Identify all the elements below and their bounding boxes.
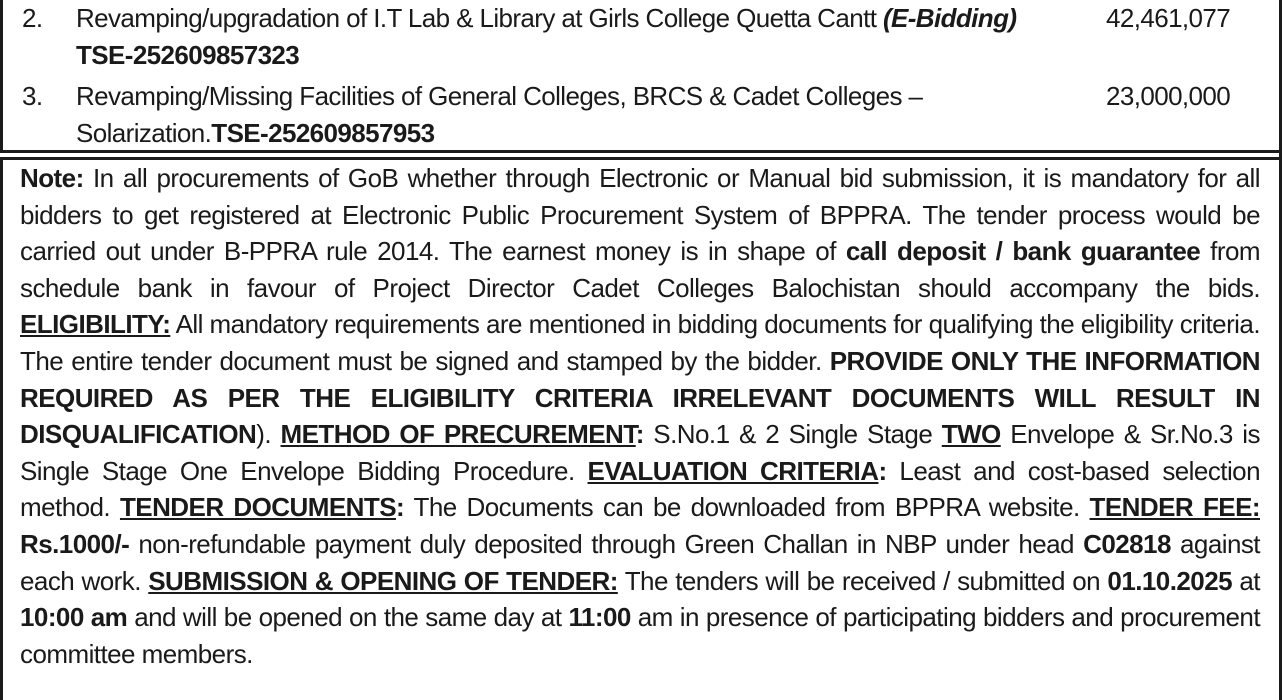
item-description-cont: Solarization.TSE-252609857953 <box>76 118 435 148</box>
evaluation-heading: EVALUATION CRITERIA <box>587 455 879 486</box>
note-label: Note: <box>20 163 84 193</box>
item-tender-code: TSE-252609857323 <box>76 40 300 70</box>
fee-amount: Rs.1000/- <box>20 528 130 559</box>
documents-heading: TENDER DOCUMENTS <box>119 492 396 523</box>
item-amount: 23,000,000 <box>1106 81 1231 111</box>
submission-time: 10:00 am <box>20 602 128 633</box>
head-code: C02818 <box>1083 528 1171 559</box>
item-amount: 42,461,077 <box>1106 3 1231 33</box>
two-envelope: TWO <box>941 419 1001 450</box>
item-number: 2. <box>22 3 43 33</box>
item-tender-code: TSE-252609857953 <box>211 118 435 148</box>
table-border-left <box>0 0 3 152</box>
method-heading: METHOD OF PRECUREMENT <box>280 419 636 450</box>
note-border-left <box>0 160 3 700</box>
item-number: 3. <box>22 81 43 111</box>
item-description: Revamping/upgradation of I.T Lab & Library at Girls College Quetta Cantt (E-Bidding) <box>76 3 1017 33</box>
bidding-mode: (E-Bidding) <box>882 3 1017 33</box>
item-description: Revamping/Missing Facilities of General Colleges, BRCS & Cadet Colleges – <box>76 81 923 111</box>
opening-time: 11:00 <box>568 602 631 633</box>
submission-date: 01.10.2025 <box>1107 565 1233 596</box>
fee-heading: TENDER FEE: <box>1089 492 1260 523</box>
note-paragraph: Note: In all procurements of GoB whether through Electronic or Manual bid submission, it is mandatory for all bidders to get registered at Electronic Public Procurement System of BPPRA. The tender process would be carried out under B-PPRA rule 2014. The earnest money is in shape of call deposit / bank guarantee from schedule bank in favour of Project Director Cadet Colleges Balochistan should accompany the bids. ELIGIBILITY: All mandatory requirements are mentioned in bidding documents for qualifying the eligibility criteria. The entire tender document must be signed and stamped by the bidder. PROVIDE ONLY THE INFORMATION REQUIRED AS PER THE ELIGIBILITY CRITERIA IRRELEVANT DOCUMENTS WILL RESULT IN DISQUALIFICATION). METHOD OF PRECUREMENT: S.No.1 & 2 Single Stage TWO Envelope & Sr.No.3 is Single Stage One Envelope Bidding Procedure. EVALUATION CRITERIA: Least and cost-based selection method. TENDER DOCUMENTS: The Documents can be downloaded from BPPRA website. TENDER FEE: Rs.1000/- non-refundable payment duly deposited through Green Challan in NBP under head C02818 against each work. SUBMISSION & OPENING OF TENDER: The tenders will be received / submitted on 01.10.2025 at 10:00 am and will be opened on the same day at 11:00 am in presence of participating bidders and procurement committee members. <box>20 163 1261 669</box>
eligibility-warning: PROVIDE ONLY THE INFORMATION REQUIRED AS PER THE ELIGIBILITY CRITERIA IRRELEVANT DOCUMENTS WILL RESULT IN DISQUALIFICATION <box>20 345 1261 450</box>
eligibility-heading: ELIGIBILITY: <box>20 309 171 340</box>
submission-heading: SUBMISSION & OPENING OF TENDER: <box>148 565 618 596</box>
